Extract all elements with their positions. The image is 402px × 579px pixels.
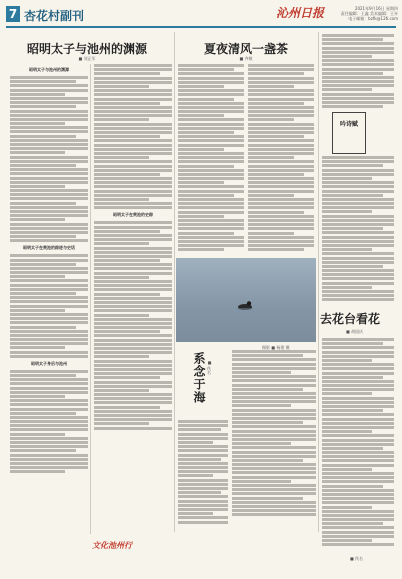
left-article-column-1 — [10, 64, 88, 534]
column-divider — [174, 32, 175, 532]
masthead-logo: 沁州日报 — [276, 6, 325, 20]
right-article-author: ■ 佚名 — [350, 556, 364, 561]
left-subhead-2: 昭明太子在贵池的踪迹与史话 — [23, 245, 75, 251]
column-divider — [90, 64, 91, 534]
center-bottom-column-1 — [232, 350, 316, 530]
left-article-byline: ■ 刘正军 — [78, 56, 96, 61]
center-bottom-byline: ■ 佚名 — [207, 360, 212, 375]
page-header — [6, 4, 396, 28]
section-name: 杏花村副刊 — [24, 9, 85, 23]
center-article-column-1 — [178, 64, 244, 254]
center-article-byline: ■ 齐敏 — [239, 56, 253, 61]
left-subhead-1: 昭明太子与池州的渊源 — [29, 67, 69, 72]
right-column-middle — [322, 156, 394, 306]
center-bottom-column-2 — [178, 420, 228, 530]
header-meta-editor: 责任编辑：王鑫 美术编辑：王卉 — [340, 11, 398, 16]
left-article-title: 昭明太子与池州的渊源 — [26, 42, 147, 56]
center-bottom-title: 系念于海 — [192, 352, 206, 404]
left-subhead-3: 昭明太子身后与池州 — [31, 360, 67, 366]
center-article-title: 夏夜清风一盏茶 — [203, 42, 288, 56]
column-divider — [318, 32, 319, 532]
photo-caption: 摄影 ■ 杨建 摄 — [262, 345, 290, 350]
duck-image — [236, 300, 254, 310]
poetry-column-box — [332, 112, 366, 154]
header-meta-email: 电子邮箱：bzfk@126.com — [348, 16, 398, 21]
footer-logo: 文化池州行 — [92, 540, 132, 550]
poetry-column-label: 吟诗赋 — [339, 121, 358, 128]
left-article-column-2 — [94, 64, 172, 534]
right-article-title: 去花台看花 — [320, 312, 381, 326]
page-number: 7 — [6, 6, 20, 22]
right-column-top — [322, 34, 394, 110]
header-meta-date: 2021年9月16日 星期四 — [354, 6, 398, 11]
right-article-column — [322, 338, 394, 552]
center-article-column-2 — [248, 64, 314, 254]
right-article-byline: ■ 胡国庆 — [346, 329, 364, 334]
left-subhead-4: 昭明太子在贵池的史踪 — [113, 212, 153, 218]
header-meta — [336, 6, 398, 21]
